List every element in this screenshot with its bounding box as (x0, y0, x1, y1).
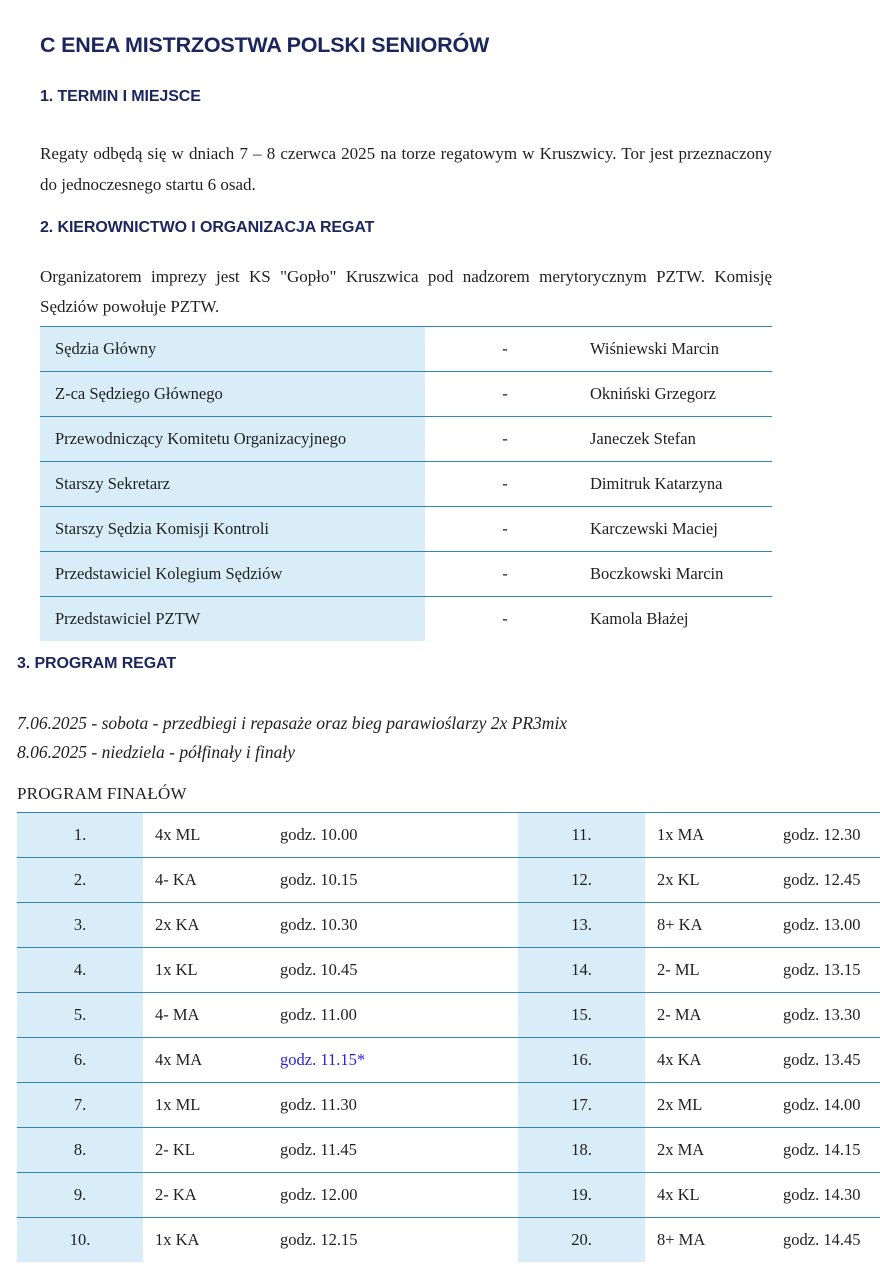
finals-row (17, 1037, 880, 1082)
officials-row (40, 461, 772, 506)
final-number: 7. (17, 1083, 143, 1127)
final-time: godz. 13.30 (783, 1005, 861, 1024)
final-time: godz. 13.45 (783, 1050, 861, 1069)
final-number: 8. (17, 1128, 143, 1172)
finals-program-title: PROGRAM FINAŁÓW (17, 784, 187, 803)
finals-row (17, 992, 880, 1037)
finals-row (17, 1172, 880, 1217)
official-separator: - (502, 519, 508, 538)
final-number: 11. (518, 813, 645, 857)
final-time: godz. 11.00 (280, 1005, 357, 1024)
officials-row (40, 416, 772, 461)
finals-row (17, 812, 880, 857)
final-number: 5. (17, 993, 143, 1037)
official-role: Sędzia Główny (40, 327, 425, 371)
final-boat-class: 1x KL (155, 960, 198, 979)
final-time: godz. 14.00 (783, 1095, 861, 1114)
final-boat-class: 2- KL (155, 1140, 195, 1159)
official-role: Starszy Sędzia Komisji Kontroli (40, 507, 425, 551)
official-role: Przewodniczący Komitetu Organizacyjnego (40, 417, 425, 461)
schedule-lines (17, 709, 880, 767)
finals-row (17, 902, 880, 947)
section-heading-termin-i-miejsce: 1. TERMIN I MIEJSCE (40, 88, 201, 105)
official-name: Okniński Grzegorz (590, 384, 717, 403)
final-time (268, 1050, 518, 1070)
finals-row (17, 1217, 880, 1262)
final-boat-class: 2x MA (657, 1140, 705, 1159)
final-number: 3. (17, 903, 143, 947)
paragraph-organizator: Organizatorem imprezy jest KS "Gopło" Kruszwica pod nadzorem merytorycznym PZTW. Komisję Sędziów powołuje PZTW. (40, 267, 772, 316)
final-time: godz. 10.30 (280, 915, 358, 934)
final-boat-class: 4x MA (155, 1050, 203, 1069)
final-boat-class: 2- ML (657, 960, 700, 979)
final-boat-class: 2x KA (155, 915, 200, 934)
final-number: 6. (17, 1038, 143, 1082)
official-role: Przedstawiciel Kolegium Sędziów (40, 552, 425, 596)
section-heading-kierownictwo: 2. KIEROWNICTWO I ORGANIZACJA REGAT (40, 219, 375, 236)
final-boat-class: 2x ML (657, 1095, 703, 1114)
finals-row (17, 1082, 880, 1127)
officials-table (40, 326, 772, 641)
final-number: 2. (17, 858, 143, 902)
officials-row (40, 596, 772, 641)
final-time: godz. 12.45 (783, 870, 861, 889)
final-boat-class: 4- MA (155, 1005, 200, 1024)
official-separator: - (502, 429, 508, 448)
final-boat-class: 1x MA (657, 825, 705, 844)
final-time-footnote-link[interactable]: godz. 11.15* (280, 1050, 366, 1069)
final-time: godz. 14.45 (783, 1230, 861, 1249)
final-time: godz. 13.00 (783, 915, 861, 934)
officials-row (40, 326, 772, 371)
official-name: Janeczek Stefan (590, 429, 696, 448)
page-title: C ENEA MISTRZOSTWA POLSKI SENIORÓW (40, 33, 490, 57)
official-name: Wiśniewski Marcin (590, 339, 720, 358)
schedule-line-sunday: 8.06.2025 - niedziela - półfinały i finały (17, 742, 296, 762)
final-number: 10. (17, 1218, 143, 1262)
final-time: godz. 12.15 (280, 1230, 358, 1249)
final-boat-class: 8+ MA (657, 1230, 706, 1249)
finals-table (17, 812, 880, 1262)
officials-row (40, 551, 772, 596)
officials-row (40, 506, 772, 551)
official-role: Z-ca Sędziego Głównego (40, 372, 425, 416)
final-time: godz. 14.30 (783, 1185, 861, 1204)
final-number: 15. (518, 993, 645, 1037)
final-boat-class: 2- KA (155, 1185, 197, 1204)
official-name: Kamola Błażej (590, 609, 689, 628)
final-boat-class: 2x KL (657, 870, 700, 889)
final-number: 16. (518, 1038, 645, 1082)
final-time: godz. 10.15 (280, 870, 358, 889)
official-name: Karczewski Maciej (590, 519, 718, 538)
official-name: Boczkowski Marcin (590, 564, 724, 583)
final-boat-class: 4- KA (155, 870, 197, 889)
section-heading-program-regat: 3. PROGRAM REGAT (17, 655, 177, 672)
final-number: 14. (518, 948, 645, 992)
final-time: godz. 11.45 (280, 1140, 357, 1159)
final-number: 18. (518, 1128, 645, 1172)
final-boat-class: 1x ML (155, 1095, 201, 1114)
final-time: godz. 13.15 (783, 960, 861, 979)
finals-row (17, 947, 880, 992)
official-name: Dimitruk Katarzyna (590, 474, 723, 493)
officials-row (40, 371, 772, 416)
final-time: godz. 10.45 (280, 960, 358, 979)
official-separator: - (502, 474, 508, 493)
official-separator: - (502, 384, 508, 403)
final-time: godz. 10.00 (280, 825, 358, 844)
final-number: 9. (17, 1173, 143, 1217)
official-separator: - (502, 609, 508, 628)
final-number: 13. (518, 903, 645, 947)
official-role: Przedstawiciel PZTW (40, 597, 425, 641)
final-number: 12. (518, 858, 645, 902)
final-boat-class: 8+ KA (657, 915, 703, 934)
finals-row (17, 857, 880, 902)
final-time: godz. 12.30 (783, 825, 861, 844)
finals-row (17, 1127, 880, 1172)
final-boat-class: 4x ML (155, 825, 201, 844)
final-time: godz. 14.15 (783, 1140, 861, 1159)
document-wide-column (0, 654, 880, 1262)
schedule-line-saturday: 7.06.2025 - sobota - przedbiegi i repasaże oraz bieg parawioślarzy 2x PR3mix (17, 713, 568, 733)
final-time: godz. 11.30 (280, 1095, 357, 1114)
final-number: 1. (17, 813, 143, 857)
final-number: 4. (17, 948, 143, 992)
final-boat-class: 4x KA (657, 1050, 702, 1069)
final-boat-class: 1x KA (155, 1230, 200, 1249)
document-main-column (0, 32, 772, 641)
final-boat-class: 2- MA (657, 1005, 702, 1024)
final-boat-class: 4x KL (657, 1185, 700, 1204)
official-separator: - (502, 339, 508, 358)
final-number: 20. (518, 1218, 645, 1262)
official-separator: - (502, 564, 508, 583)
final-number: 19. (518, 1173, 645, 1217)
final-number: 17. (518, 1083, 645, 1127)
official-role: Starszy Sekretarz (40, 462, 425, 506)
paragraph-termin: Regaty odbędą się w dniach 7 – 8 czerwca 2025 na torze regatowym w Kruszwicy. Tor jest przeznaczony do jednoczesnego startu 6 osad. (40, 144, 772, 194)
final-time: godz. 12.00 (280, 1185, 358, 1204)
